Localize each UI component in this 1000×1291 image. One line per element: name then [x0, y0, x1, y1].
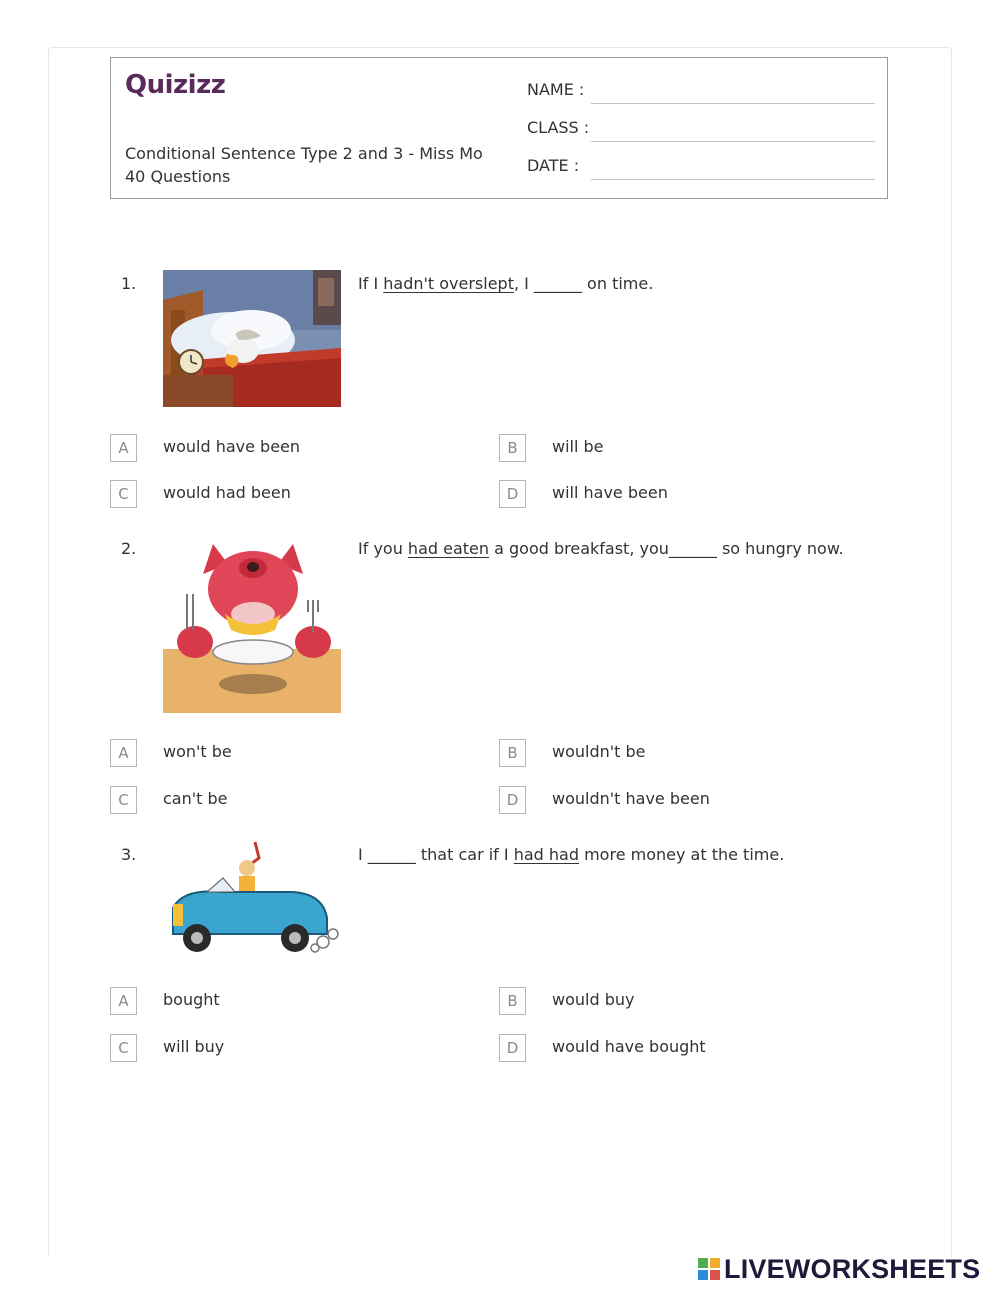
option-letter[interactable]: D [499, 1034, 526, 1062]
option-text[interactable]: will buy [163, 1037, 225, 1056]
question-3-underlined: had had [513, 845, 579, 864]
hungry-monster-illustration [163, 534, 341, 713]
name-field[interactable] [527, 80, 875, 104]
name-label: NAME : [527, 80, 585, 99]
option-letter[interactable]: C [110, 786, 137, 814]
option-text[interactable]: can't be [163, 789, 228, 808]
question-1-underlined: hadn't overslept [383, 274, 514, 293]
question-3-number: 3. [121, 845, 137, 864]
question-2-underlined: had eaten [407, 539, 490, 558]
question-1-number: 1. [121, 274, 137, 293]
option-letter[interactable]: B [499, 987, 526, 1015]
question-2-text-part: If you [358, 539, 408, 558]
option-letter[interactable]: D [499, 786, 526, 814]
option-text[interactable]: wouldn't have been [552, 789, 710, 808]
date-label: DATE : [527, 156, 580, 175]
option-text[interactable]: will be [552, 437, 604, 456]
option-letter[interactable]: A [110, 434, 137, 462]
option-text[interactable]: will have been [552, 483, 668, 502]
question-1-image [163, 270, 341, 407]
option-text[interactable]: would have bought [552, 1037, 706, 1056]
option-text[interactable]: would buy [552, 990, 635, 1009]
duck-sleeping-illustration [163, 270, 341, 407]
option-letter[interactable]: D [499, 480, 526, 508]
question-1-text-part: , I ______ on time. [513, 274, 654, 293]
option-letter[interactable]: B [499, 739, 526, 767]
class-field[interactable] [527, 118, 875, 142]
question-2-text [358, 539, 844, 558]
question-2-text-part: a good breakfast, you______ so hungry now. [489, 539, 844, 558]
question-3-text [358, 845, 784, 864]
question-count: 40 Questions [125, 167, 231, 186]
option-text[interactable]: would have been [163, 437, 301, 456]
worksheet-title: Conditional Sentence Type 2 and 3 - Miss Mo [125, 144, 483, 163]
question-3-text-part: more money at the time. [579, 845, 785, 864]
option-text[interactable]: would had been [163, 483, 291, 502]
liveworksheets-logo-icon [698, 1258, 720, 1280]
car-driver-illustration [163, 838, 341, 962]
quizizz-logo: Quizizz [125, 70, 226, 100]
option-letter[interactable]: A [110, 987, 137, 1015]
class-label: CLASS : [527, 118, 590, 137]
date-line[interactable] [591, 179, 875, 180]
option-letter[interactable]: C [110, 480, 137, 508]
question-3-image [163, 838, 341, 962]
option-text[interactable]: bought [163, 990, 220, 1009]
option-text[interactable]: wouldn't be [552, 742, 646, 761]
name-line[interactable] [591, 103, 875, 104]
question-1-text [358, 274, 653, 293]
question-3-text-part: I ______ that car if I [358, 845, 514, 864]
option-text[interactable]: won't be [163, 742, 232, 761]
option-letter[interactable]: C [110, 1034, 137, 1062]
date-field[interactable] [527, 156, 875, 180]
worksheet-header [110, 57, 888, 199]
liveworksheets-wordmark: LIVEWORKSHEETS [724, 1254, 981, 1284]
class-line[interactable] [591, 141, 875, 142]
question-1-text-part: If I [358, 274, 384, 293]
question-2-number: 2. [121, 539, 137, 558]
option-letter[interactable]: B [499, 434, 526, 462]
question-2-image [163, 534, 341, 713]
option-letter[interactable]: A [110, 739, 137, 767]
